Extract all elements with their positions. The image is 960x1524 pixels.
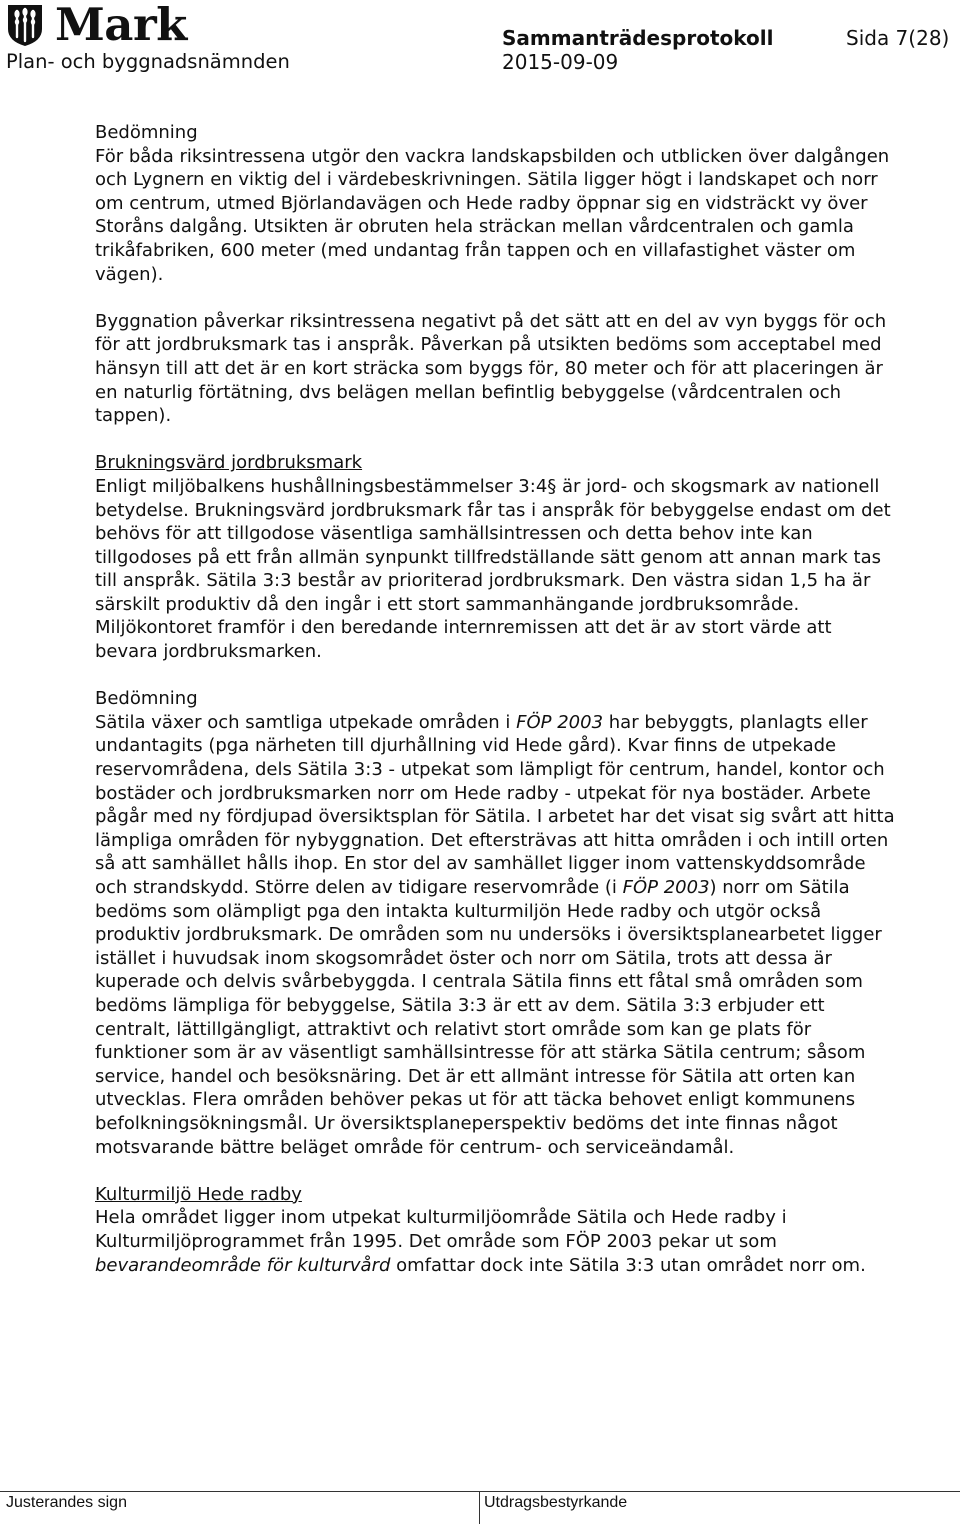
section-construction-impact — [95, 310, 895, 428]
document-body — [95, 121, 895, 1301]
plan-reference: FÖP 2003 — [622, 877, 710, 898]
logo — [5, 0, 187, 51]
plan-reference: FÖP 2003 — [516, 711, 604, 733]
emphasis-text: bevarandeområde för kulturvård — [95, 1254, 391, 1276]
paragraph-text: omfattar dock inte Sätila 3:3 utan området norr om. — [390, 1254, 866, 1276]
paragraph-text: Sätila växer och samtliga utpekade områden i — [95, 711, 517, 733]
section-cultural-environment — [95, 1183, 895, 1277]
document-date: 2015-09-09 — [502, 50, 619, 74]
logo-text: Mark — [55, 0, 187, 51]
section-farmland — [95, 451, 895, 663]
paragraph-text: ) norr om Sätila bedöms som olämpligt pga den intakta kulturmiljön Hede radby och utgör också produktiv jordbruksmark. De områden som nu undersöks i översiktsplanearbetet ligger istället i huvudsak inom skogsområdet öster och norr om Sätila, trots att dessa är kuperade och delvis svårbebyggda. I centrala Sätila finns ett fåtal små områden som bedöms lämpliga för bebyggelse, Sätila 3:3 är ett av dem. Sätila 3:3 erbjuder ett centralt, lättillgängligt, attraktivt och relativt stort område som kan ge plats för funktioner som är av väsentligt samhällsintresse för att stärka Sätila centrum; såsom service, handel och besöksnäring. Det är ett allmänt intresse för Sätila att orten kan utvecklas. Flera områden behöver pekas ut för att täcka behovet enligt kommunens befolkningsökningsmål. Ur översiktsplaneperspektiv bedöms det inte finnas något motsvarande bättre beläget område för centrum- och serviceändamål. — [95, 877, 882, 1158]
footer-signature-label: Justerandes sign — [6, 1494, 127, 1511]
wheat-sheaf-shield-icon — [5, 3, 45, 47]
section-heading: Bedömning — [95, 122, 198, 143]
paragraph-text: För båda riksintressena utgör den vackra landskapsbilden och utblicken över dalgången och Lygnern en viktig del i värdebeskrivningen. Sätila ligger högt i landskapet och norr om centrum, utmed Björlandavägen och Hede radby öppnar sig en vidsträckt vy över Storåns dalgång. Utsikten är obruten hela sträckan mellan vårdcentralen och gamla trikåfabriken, 600 meter (med undantag från tappen och en villafastighet väster om vägen). — [95, 145, 890, 285]
document-type: Sammanträdesprotokoll — [502, 26, 774, 50]
footer-divider-line — [0, 1491, 960, 1492]
page-number: Sida 7(28) — [846, 26, 950, 50]
footer-certification-label: Utdragsbestyrkande — [484, 1494, 628, 1511]
paragraph-text: Hela området ligger inom utpekat kulturmiljöområde Sätila och Hede radby i Kulturmiljöprogrammet från 1995. Det område som FÖP 2003 pekar ut som — [95, 1207, 787, 1252]
section-heading: Bedömning — [95, 688, 198, 710]
section-assessment-2 — [95, 687, 895, 1159]
paragraph-text: Byggnation påverkar riksintressena negativt på det sätt att en del av vyn byggs för och för att jordbruksmark tas i anspråk. Påverkan på utsikten bedöms som acceptabel med hänsyn till att det är en kort sträcka som byggs för, 80 meter och för att placeringen är en naturlig förtätning, dvs belägen mellan befintlig bebyggelse (vårdcentralen och tappen). — [95, 310, 887, 427]
footer-column-divider — [479, 1491, 480, 1524]
paragraph-text: Enligt miljöbalkens hushållningsbestämmelser 3:4§ är jord- och skogsmark av nationell betydelse. Brukningsvärd jordbruksmark får tas i anspråk för bebyggelse endast om det behövs för att tillgodose väsentliga samhällsintressen och detta behov inte kan tillgodoses på ett från allmän synpunkt tillfredställande sätt genom att annan mark tas till anspråk. Sätila 3:3 består av prioriterad jordbruksmark. Den västra sidan 1,5 ha är särskilt produktiv då den ingår i ett stort sammanhängande jordbruksområde. Miljökontoret framför i den beredande internremissen att det är av stort värde att bevara jordbruksmarken. — [95, 475, 891, 663]
section-heading: Kulturmiljö Hede radby — [95, 1183, 302, 1205]
paragraph-text: har bebyggts, planlagts eller undantagits (pga närheten till djurhållning vid Hede gård). Kvar finns de utpekade reservområdena, dels Sätila 3:3 - utpekat som lämpligt för centrum, handel, kontor och bostäder och jordbruksmarken norr om Hede radby - utpekat för nya bostäder. Arbete pågår med ny fördjupad översiktsplan för Sätila. I arbetet har det visat sig svårt att hitta lämpliga områden för nybyggnation. Det eftersträvas att hitta områden i och intill orten så att samhället hålls ihop. En stor del av samhället ligger inom vattenskyddsområde och strandskydd. Större delen av tidigare reservområde (i — [95, 711, 895, 898]
organization-name: Plan- och byggnadsnämnden — [6, 50, 290, 73]
section-assessment-1 — [95, 121, 895, 286]
section-heading: Brukningsvärd jordbruksmark — [95, 452, 363, 474]
